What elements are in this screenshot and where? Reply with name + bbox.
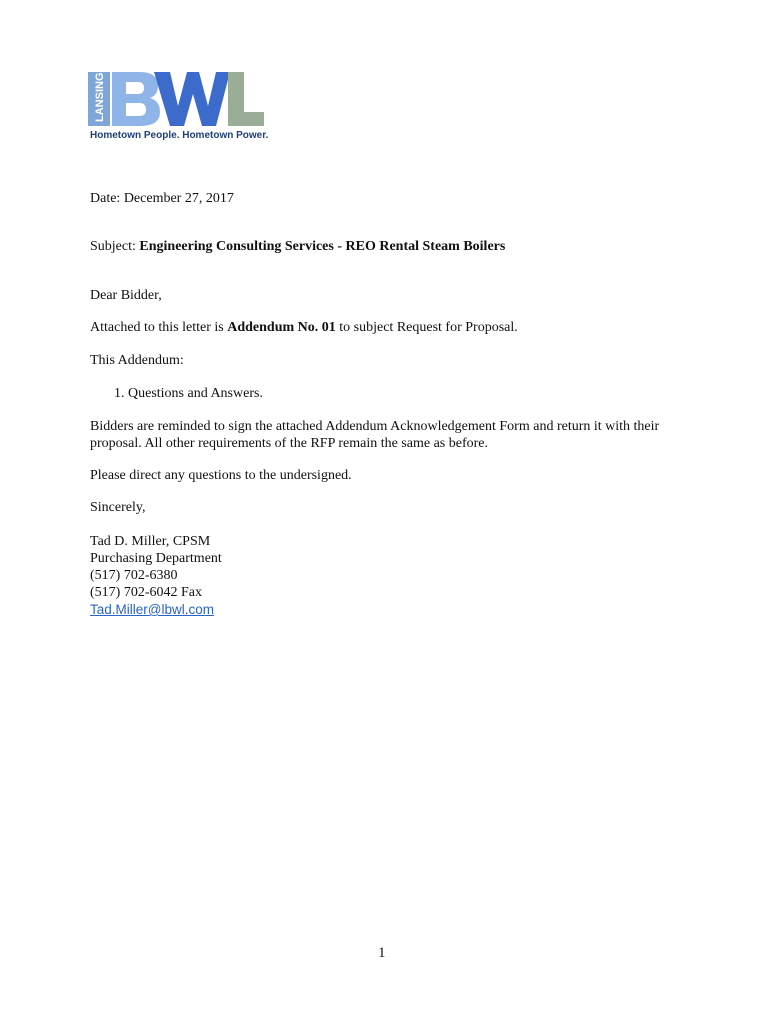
list-item-text: Questions and Answers. [128,386,263,401]
this-addendum-label: This Addendum: [90,353,184,368]
signer-phone: (517) 702-6380 [90,568,178,583]
letter-subject [90,238,505,255]
letter-attached [90,319,518,336]
letter-date: Date: December 27, 2017 [90,191,234,206]
bwl-logo [88,70,268,142]
signature-block [90,533,222,619]
reminder-line-1: Bidders are reminded to sign the attached Addendum Acknowledgement Form and return it with their [90,419,660,434]
logo-letter-w [154,72,230,126]
signer-fax: (517) 702-6042 Fax [90,585,202,600]
attached-post: to subject Request for Proposal. [335,320,518,335]
subject-prefix: Subject: [90,239,140,254]
signer-email-link[interactable]: Tad.Miller@lbwl.com [90,602,214,617]
logo-letter-b [112,72,160,126]
list-item [114,385,263,402]
signer-department: Purchasing Department [90,551,222,566]
lansing-side-text: LANSING [94,72,106,122]
direct-questions: Please direct any questions to the undersigned. [90,468,352,483]
list-item-number: 1. [114,386,125,401]
page-number: 1 [378,945,386,961]
letter-salutation: Dear Bidder, [90,288,162,303]
closing: Sincerely, [90,500,146,515]
addendum-number: Addendum No. 01 [227,320,336,335]
attached-pre: Attached to this letter is [90,320,228,335]
logo-tagline: Hometown People. Hometown Power. [90,130,268,141]
reminder-line-2: proposal. All other requirements of the RFP remain the same as before. [90,436,488,451]
bwl-logo-graphic [88,70,268,142]
signer-name: Tad D. Miller, CPSM [90,534,211,549]
logo-letter-l [228,72,264,126]
subject-title: Engineering Consulting Services - REO Rental Steam Boilers [139,239,506,254]
